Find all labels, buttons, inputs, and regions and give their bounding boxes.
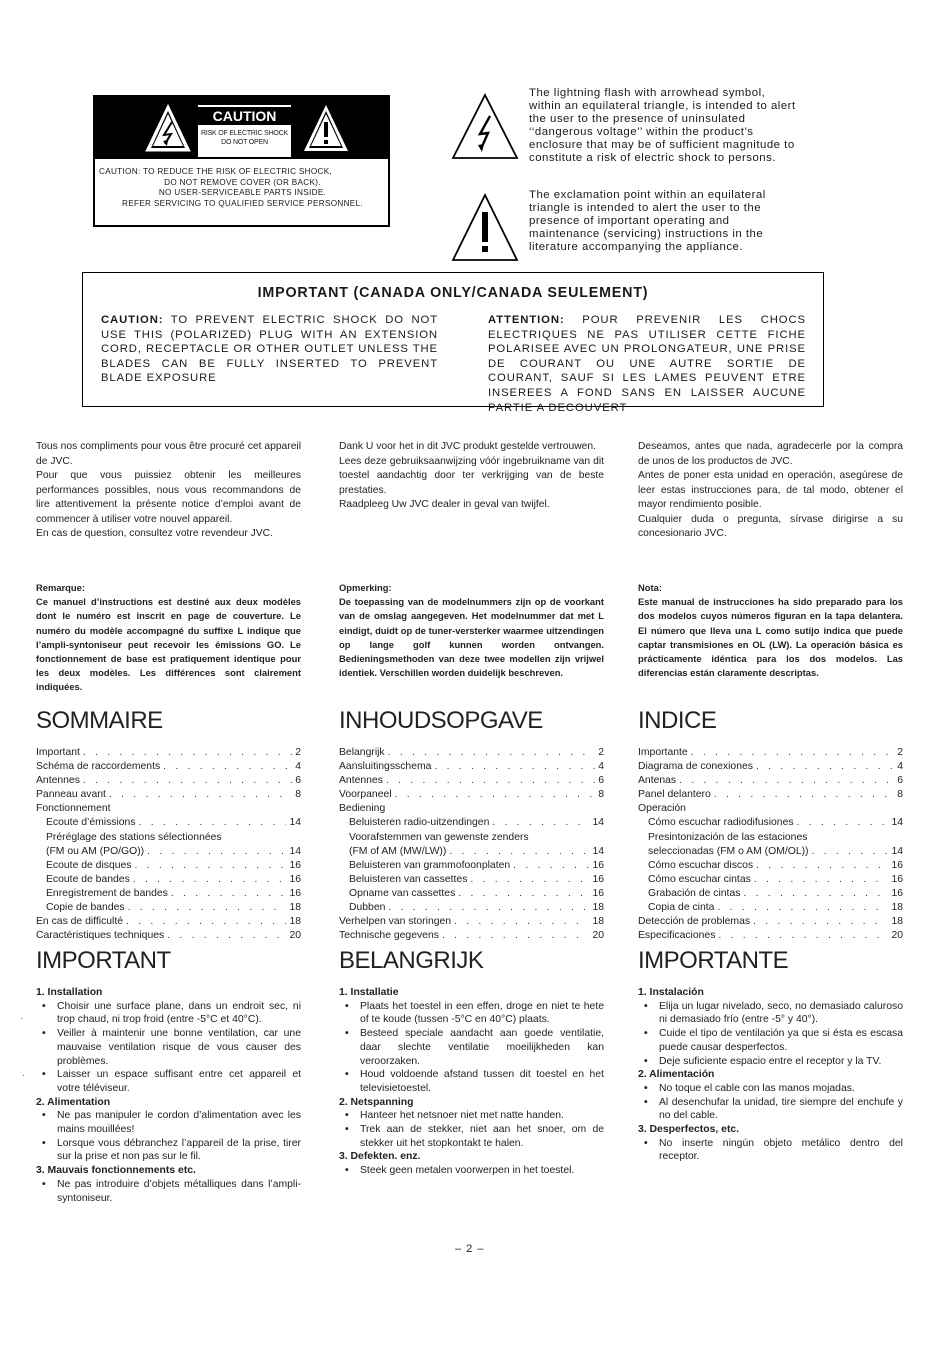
toc-entry-page: 16 [289,887,301,899]
toc-entry-page: 2 [598,747,604,758]
toc-entry-page: 14 [891,845,903,857]
bullet-text: Steek geen metalen voorwerpen in het toestel. [360,1165,575,1177]
toc-leader-dots [717,901,888,915]
intro-paragraph: Dank U voor het in dit JVC produkt gestelde vertrouwen. Lees deze gebruiksaanwijzing vóór ingebruikname van dit toestel aandachtig door ter verkrijging van de beste prestaties. Raadpleeg Uw JVC dealer in geval van twijfel. [339,441,604,510]
toc-title: INHOUDSOPGAVE [339,707,543,734]
bullet-text: Trek aan de stekker, niet aan het snoer, om de stekker uit het stopkontakt te halen. [360,1124,604,1149]
toc-entry [36,774,301,788]
toc-entry-label: Cómo escuchar cintas [648,873,751,885]
toc-entry [339,845,604,859]
bullet-text: Plaats het toestel in een effen, droge en niet te hete of te koude (tussen -5°C en 40°C) plaats. [360,1000,604,1026]
important-section-heading: 3. Desperfectos, etc. [638,1124,740,1136]
bullet-text: No toque el cable con las manos mojadas. [659,1082,855,1094]
toc-entry [339,746,604,760]
toc-entry-page: 18 [592,916,604,928]
toc-entry-page: 14 [592,817,604,829]
canada-notice-title: IMPORTANT (CANADA ONLY/CANADA SEULEMENT) [257,285,649,301]
toc-entry-page: 16 [891,873,903,885]
remark-title: Remarque: [36,582,85,593]
toc-entry [339,831,604,845]
bullet-item [339,1000,604,1027]
toc-entry [339,788,604,802]
bullet-dot: • [644,1096,648,1108]
toc-entry-label: Caractéristiques techniques [36,930,165,942]
toc-entry-page: 2 [295,747,301,758]
toc-leader-dots [128,901,287,915]
bullet-text: No inserte ningún objeto metálico dentro del receptor. [659,1137,903,1163]
toc-entry-page: 14 [592,845,604,857]
toc-entry-label: Especificaciones [638,930,716,942]
toc-leader-dots [743,887,888,901]
toc-entry-label: Important [36,747,80,758]
bullet-item [36,1137,301,1164]
toc-leader-dots [679,774,894,788]
toc-leader-dots [492,816,589,830]
caution-label [93,95,390,227]
toc-entry [638,774,903,788]
bullet-item [339,1027,604,1068]
toc-entry-page: 18 [592,902,604,914]
toc-leader-dots [83,746,292,760]
toc-leader-dots [442,929,590,943]
toc-entry-label: Beluisteren van grammofoonplaten [349,859,511,871]
toc-entry-page: 18 [891,916,903,928]
toc-entry-label: Antenas [638,775,677,787]
toc-entry-page: 4 [598,761,604,773]
toc-entry [339,816,604,830]
bullet-dot: • [345,1124,349,1136]
toc-entry-page: 16 [592,887,604,899]
toc-entry-label: Préréglage des stations sélectionnées [46,831,222,843]
toc-leader-dots [797,816,889,830]
toc-entry-page: 18 [289,916,301,928]
toc-entry-label: Voorafstemmen van gewenste zenders [349,831,529,843]
important-section-heading: 2. Alimentation [36,1096,111,1108]
toc-entry-label: Ecoute d’émissions [46,817,136,829]
bullet-item [339,1068,604,1095]
toc-leader-dots [470,873,589,887]
toc-entry-page: 14 [289,817,301,829]
toc-entry [638,760,903,774]
caution-text-line-3: NO USER-SERVICEABLE PARTS INSIDE. [158,188,327,197]
toc-entry-page: 20 [592,930,604,942]
bullet-dot: • [42,1000,46,1012]
french-column [36,440,301,1204]
toc-entry [36,915,301,929]
toc-leader-dots [109,788,292,802]
bullet-text: Elija un lugar nivelado, seco, no demasiado caluroso ni demasiado frío (entre -5° y 40°). [659,1000,903,1026]
bullet-text: Al desenchufar la unidad, tire siempre del enchufe y no del cable. [659,1096,903,1122]
toc-entry-label: Operación [638,803,686,815]
toc-entry-label: Belangrijk [339,747,385,758]
toc-entry [339,873,604,887]
toc-leader-dots [388,901,589,915]
remark-text: Ce manuel d’instructions est destiné aux deux modèles dont le numéro est inscrit en page de couverture. Le numéro du modèle accompagné du suffixe L indique que l’ampli-syntoniseur peut recevoir les émissions GO. Le fonctionnement de base est pratiquement identique pour les deux modèles. Les différences sont clairement indiquées. [36,596,301,693]
toc-entry-page: 4 [897,761,903,773]
caution-text-line-4: REFER SERVICING TO QUALIFIED SERVICE PERSONNEL. [122,198,363,208]
important-section-heading: 2. Alimentación [638,1069,715,1081]
toc-entry-page: 8 [295,789,301,801]
bullet-dot: • [644,1028,648,1040]
toc-leader-dots [754,873,889,887]
toc-entry-label: Aansluitingsschema [339,761,432,773]
caution-panel [198,105,291,157]
toc-entry-page: 16 [289,873,301,885]
toc-entry [339,915,604,929]
toc-entry [638,845,903,859]
lightning-symbol-description: The lightning flash with arrowhead symbol, within an equilateral triangle, is intended to alert the user to the presence of uninsulated ‘‘dangerous voltage’’ within the product’s enclosure that may be of sufficient magnitude to constitute a risk of electric shock to persons. [529,87,796,164]
toc-entry [36,845,301,859]
toc-entry [36,873,301,887]
toc-entry [339,901,604,915]
important-title: BELANGRIJK [339,947,484,974]
canada-en-text: TO PREVENT ELECTRIC SHOCK DO NOT USE THIS (POLARIZED) PLUG WITH AN EXTENSION CORD, RECEPTACLE OR OTHER OUTLET UNLESS THE BLADES CAN BE FULLY INSERTED TO PREVENT BLADE EXPOSURE [101,314,438,385]
toc-entry [36,901,301,915]
toc-leader-dots [167,929,286,943]
toc-entry [339,760,604,774]
toc-entry-page: 18 [891,902,903,914]
toc-entry-page: 2 [897,747,903,758]
bullet-text: Houd voldoende afstand tussen dit toestel en het televisietoestel. [360,1069,604,1094]
toc-entry-page: 20 [891,930,903,942]
caution-sub-line-1: RISK OF ELECTRIC SHOCK [200,130,288,137]
toc-title: INDICE [638,707,717,734]
toc-leader-dots [756,760,894,774]
toc-entry-label: Grabación de cintas [648,887,741,899]
bullet-dot: • [345,1165,349,1177]
bullet-text: Lorsque vous débranchez l’appareil de la prise, tirer sur la prise et non pas sur le fil. [57,1137,301,1163]
caution-label-header [95,97,388,159]
important-section-heading: 3. Mauvais fonctionnements etc. [36,1165,196,1177]
toc-leader-dots [395,788,596,802]
important-section-heading: 1. Instalación [638,987,704,998]
exclamation-symbol-description: The exclamation point within an equilateral triangle is intended to alert the user to the presence of important operating and maintenance (servicing) instructions in the literature accompanying the appliance. [529,189,766,253]
important-title: IMPORTANTE [638,947,789,974]
toc-entry-label: Enregistrement de bandes [46,887,168,899]
toc-entry-page: 8 [897,789,903,801]
toc-entry [638,859,903,873]
toc-entry [36,859,301,873]
toc-entry [339,774,604,788]
toc-entry-label: Copie de bandes [46,902,125,914]
toc-entry-page: 14 [289,845,301,857]
toc-leader-dots [135,859,287,873]
toc-entry-label: Diagrama de conexiones [638,761,753,773]
remark-text: Este manual de instrucciones ha sido preparado para los dos modelos cuyos números figuran en la tapa delantera. El número que lleva una L como sutijo indica que puede captar transmisiones en OL (LW). La operación básica es prácticamente idéntica para los dos modelos. Las diferencias están claramente descriptas. [638,596,903,679]
caution-text-line-1: CAUTION: TO REDUCE THE RISK OF ELECTRIC SHOCK, [99,167,333,176]
bullet-dot: • [644,1055,648,1067]
table-of-contents [638,746,903,943]
toc-leader-dots [147,845,286,859]
canada-notice [82,272,824,414]
remark-note [339,581,604,680]
toc-entry-label: seleccionadas (FM o AM (OM/OL)) [648,845,809,857]
toc-entry [36,929,301,943]
toc-entry-label: Cómo escuchar discos [648,859,754,871]
toc-entry [638,915,903,929]
toc-entry [339,859,604,873]
bullet-item [638,1096,903,1123]
remark-note [36,581,301,695]
toc-entry [36,788,301,802]
toc-entry-label: Presintonización de las estaciones [648,831,808,843]
toc-entry-label: Panel delantero [638,789,711,801]
toc-entry-label: Copia de cinta [648,902,715,914]
toc-entry-label: Opname van cassettes [349,887,456,899]
canada-fr-text: POUR PREVENIR LES CHOCS ELECTRIQUES NE PAS UTILISER CETTE FICHE POLARISEE AVEC UN PROLONGATEUR, UNE PRISE DE COURANT OU UNE AUTRE SORTIE DE COURANT, SAUF SI LES LAMES PEUVENT ETRE INSEREES A FOND SANS EN LAISSER AUCUNE PARTIE A DECOUVERT [488,314,806,414]
toc-leader-dots [812,845,889,859]
toc-entry-page: 20 [289,930,301,942]
bullet-dot: • [345,1110,349,1122]
toc-entry [638,901,903,915]
toc-entry [339,929,604,943]
intro-paragraph: Deseamos, antes que nada, agradecerle por la compra de unos de los productos de JVC. Antes de poner esta unidad en operación, asegúrese de leer estas instrucciones para, de tal modo, obtener el mayor rendimiento posible. Cualquier duda o pregunta, sírvase dirigirse a su concesionario JVC. [638,441,903,539]
toc-entry-page: 14 [891,817,903,829]
toc-entry [36,831,301,845]
remark-note [638,581,903,680]
bullet-item [36,1027,301,1068]
toc-entry-page: 18 [289,902,301,914]
bullet-text: Deje suficiente espacio entre el receptor y la TV. [659,1055,882,1067]
bullet-dot: • [42,1069,46,1081]
toc-entry [339,887,604,901]
bullet-item [36,1178,301,1205]
toc-leader-dots [753,915,888,929]
toc-entry-label: Fonctionnement [36,803,111,815]
bullet-item [638,1082,903,1096]
toc-entry-page: 6 [598,775,604,787]
important-notes [638,986,903,1164]
toc-leader-dots [513,859,589,873]
bullet-text: Ne pas introduire d’objets métalliques dans l’ampli-syntoniseur. [57,1178,301,1204]
toc-entry [638,831,903,845]
toc-entry-label: En cas de difficulté [36,916,124,928]
toc-entry-label: Ecoute de disques [46,859,132,871]
toc-title: SOMMAIRE [36,707,163,734]
toc-entry-label: Bediening [339,803,386,815]
toc-entry-label: Technische gegevens [339,930,439,942]
toc-entry-label: Beluisteren van cassettes [349,873,468,885]
toc-entry-label: Detección de problemas [638,916,751,928]
bullet-text: Ne pas manipuler le cordon d’alimentation avec les mains mouillées! [57,1110,301,1136]
bullet-dot: • [42,1137,46,1149]
caution-title: CAUTION [198,107,291,125]
toc-entry-label: (FM ou AM (PO/GO)) [46,845,145,857]
bullet-item [339,1164,604,1178]
bullet-item [638,1000,903,1027]
toc-entry-label: Antennes [339,775,383,787]
toc-entry-page: 6 [897,775,903,787]
toc-leader-dots [163,760,292,774]
toc-leader-dots [126,915,286,929]
important-section-heading: 1. Installation [36,987,103,998]
toc-leader-dots [133,873,287,887]
canada-notice-french [488,313,806,415]
bullet-dot: • [345,1000,349,1012]
table-of-contents [339,746,604,943]
lightning-triangle-icon [450,92,520,162]
toc-leader-dots [434,760,595,774]
page-number: – 2 – [455,1243,485,1255]
toc-entry [36,887,301,901]
toc-entry [339,802,604,816]
toc-entry-page: 6 [295,775,301,787]
toc-leader-dots [756,859,888,873]
toc-entry [638,788,903,802]
bullet-item [339,1109,604,1123]
bullet-dot: • [42,1028,46,1040]
bullet-dot: • [644,1082,648,1094]
canada-fr-label: ATTENTION: [488,314,565,326]
toc-entry [638,746,903,760]
toc-entry [638,929,903,943]
toc-entry-label: Panneau avant [36,789,106,801]
toc-entry [36,746,301,760]
toc-entry-label: Dubben [349,902,386,914]
bullet-text: Laisser un espace suffisant entre cet appareil et votre téléviseur. [57,1069,301,1094]
toc-entry-label: Antennes [36,775,80,787]
toc-entry-label: Schéma de raccordements [36,761,161,773]
toc-entry-page: 16 [891,887,903,899]
toc-entry [638,802,903,816]
toc-entry-page: 8 [598,789,604,801]
important-section-heading: 1. Installatie [339,987,399,998]
toc-entry-page: 4 [295,761,301,773]
toc-entry [638,816,903,830]
toc-leader-dots [691,746,895,760]
toc-entry-label: Ecoute de bandes [46,873,130,885]
caution-sub-line-2: DO NOT OPEN [221,139,268,146]
toc-leader-dots [171,887,287,901]
toc-entry [638,873,903,887]
bullet-dot: • [644,1000,648,1012]
toc-leader-dots [388,746,596,760]
important-notes [339,986,604,1178]
canada-en-label: CAUTION: [101,314,164,326]
toc-leader-dots [449,845,589,859]
bullet-text: Besteed speciale aandacht aan goede ventilatie, daar slechte ventilatie moeilijkheden kan veroorzaken. [360,1028,604,1067]
bullet-item [36,1109,301,1136]
toc-entry-page: 16 [592,873,604,885]
bullet-dot: • [644,1137,648,1149]
toc-entry [638,887,903,901]
spanish-column [638,440,903,1163]
bullet-dot: • [42,1178,46,1190]
toc-leader-dots [139,816,287,830]
bullet-dot: • [345,1069,349,1081]
remark-text: De toepassing van de modelnummers zijn op de voorkant van de omslag aangegeven. Het modelnummer dat met L eindigt, duidt op de tuner-versterker waarmee uitzendingen op lange golf kunnen worden ontvangen. Bedieningsmethoden van deze twee modellen zijn vrijwel identiek. Verschillen worden duidelijk beschreven. [339,596,604,679]
lightning-warning-icon [143,102,193,154]
toc-entry [36,802,301,816]
bullet-item [36,1000,301,1027]
bullet-item [36,1068,301,1095]
toc-leader-dots [714,788,894,802]
margin-mark: · [22,1070,26,1081]
exclamation-warning-icon [301,102,351,154]
dutch-column [339,440,604,1177]
bullet-dot: • [345,1028,349,1040]
bullet-text: Choisir une surface plane, dans un endroit sec, ni trop chaud, ni trop froid (entre -5°C et 40°C). [57,1000,301,1026]
toc-entry-page: 16 [289,859,301,871]
intro-paragraph: Tous nos compliments pour vous être procuré cet appareil de JVC. Pour que vous puissiez obtenir les meilleures performances possibles, nous vous recommandons de lire attentivement la présente notice d’emploi avant de commencer à utiliser votre nouvel appareil. En cas de question, consultez votre revendeur JVC. [36,441,301,539]
toc-entry-page: 16 [592,859,604,871]
remark-title: Opmerking: [339,582,392,593]
important-notes [36,986,301,1205]
margin-mark: · [20,1013,24,1024]
bullet-text: Veiller à maintenir une bonne ventilation, car une mauvaise ventilation risque de vous causer des problèmes. [57,1028,301,1067]
bullet-text: Cuide el tipo de ventilación ya que si ésta es escasa puede causar desperfectos. [659,1028,903,1053]
toc-entry-label: (FM of AM (MW/LW)) [349,845,447,857]
toc-leader-dots [83,774,292,788]
important-section-heading: 2. Netspanning [339,1096,414,1108]
toc-entry-label: Cómo escuchar radiodifusiones [648,817,794,829]
toc-leader-dots [458,887,589,901]
bullet-item [339,1123,604,1150]
bullet-text: Hanteer het netsnoer niet met natte handen. [360,1110,564,1122]
toc-entry-page: 16 [891,859,903,871]
bullet-item [638,1027,903,1054]
toc-leader-dots [386,774,595,788]
exclamation-triangle-icon [450,192,520,264]
canada-notice-english [101,313,438,386]
bullet-item [638,1137,903,1164]
table-of-contents [36,746,301,943]
caution-text-line-2: DO NOT REMOVE COVER (OR BACK). [164,177,321,187]
important-section-heading: 3. Defekten. enz. [339,1151,421,1163]
toc-entry-label: Beluisteren radio-uitzendingen [349,817,490,829]
important-title: IMPORTANT [36,947,171,974]
toc-entry [36,760,301,774]
toc-entry-label: Verhelpen van storingen [339,916,452,928]
toc-leader-dots [718,929,888,943]
caution-instructions [99,167,386,209]
bullet-dot: • [42,1110,46,1122]
toc-leader-dots [454,915,589,929]
bullet-item [638,1055,903,1069]
toc-entry-label: Importante [638,747,688,758]
toc-entry [36,816,301,830]
toc-entry-label: Voorpaneel [339,789,392,801]
remark-title: Nota: [638,582,662,593]
